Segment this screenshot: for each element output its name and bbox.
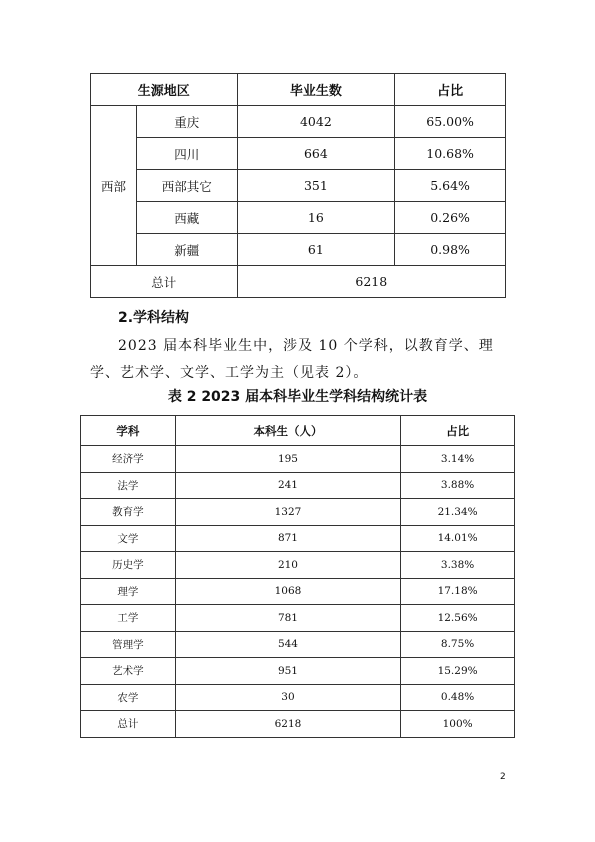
subject-table	[80, 415, 515, 738]
subject-cell: 农学	[81, 684, 176, 711]
count-cell: 351	[237, 170, 395, 202]
header-subject: 学科	[81, 416, 176, 446]
header-count: 毕业生数	[237, 74, 395, 106]
subject-cell: 历史学	[81, 552, 176, 579]
subject-cell: 工学	[81, 605, 176, 632]
count-cell: 951	[175, 658, 400, 685]
count-cell: 1327	[175, 499, 400, 526]
percent-cell: 12.56%	[401, 605, 515, 632]
header-region: 生源地区	[91, 74, 238, 106]
total-label: 总计	[91, 266, 238, 298]
count-cell: 241	[175, 472, 400, 499]
subject-cell: 管理学	[81, 631, 176, 658]
percent-cell: 3.38%	[401, 552, 515, 579]
subject-cell: 教育学	[81, 499, 176, 526]
percent-cell: 100%	[401, 711, 515, 738]
percent-cell: 0.48%	[401, 684, 515, 711]
subject-cell: 理学	[81, 578, 176, 605]
table-row	[81, 605, 515, 632]
table-row	[81, 552, 515, 579]
percent-cell: 10.68%	[395, 138, 506, 170]
percent-cell: 3.14%	[401, 446, 515, 473]
table-row	[81, 446, 515, 473]
table-row	[81, 578, 515, 605]
table-header-row	[81, 416, 515, 446]
count-cell: 210	[175, 552, 400, 579]
area-cell: 西部其它	[136, 170, 237, 202]
percent-cell: 17.18%	[401, 578, 515, 605]
table-row	[91, 170, 506, 202]
subject-cell: 经济学	[81, 446, 176, 473]
count-cell: 544	[175, 631, 400, 658]
table-row	[91, 234, 506, 266]
count-cell: 871	[175, 525, 400, 552]
total-row	[91, 266, 506, 298]
table-row	[81, 631, 515, 658]
area-cell: 重庆	[136, 106, 237, 138]
table-header-row	[91, 74, 506, 106]
count-cell: 61	[237, 234, 395, 266]
table-row	[81, 658, 515, 685]
percent-cell: 14.01%	[401, 525, 515, 552]
subject-cell: 法学	[81, 472, 176, 499]
percent-cell: 15.29%	[401, 658, 515, 685]
subject-cell: 文学	[81, 525, 176, 552]
count-cell: 195	[175, 446, 400, 473]
count-cell: 781	[175, 605, 400, 632]
region-cell: 西部	[91, 106, 137, 266]
count-cell: 664	[237, 138, 395, 170]
total-value: 6218	[237, 266, 505, 298]
table-row	[81, 472, 515, 499]
table-row	[81, 525, 515, 552]
area-cell: 新疆	[136, 234, 237, 266]
header-percent: 占比	[401, 416, 515, 446]
total-row	[81, 711, 515, 738]
table-row	[81, 499, 515, 526]
section-title: 2.学科结构	[118, 310, 190, 326]
percent-cell: 0.26%	[395, 202, 506, 234]
page-number: 2	[500, 772, 506, 782]
table-caption: 表 2 2023 届本科毕业生学科结构统计表	[167, 389, 428, 405]
count-cell: 1068	[175, 578, 400, 605]
table-row	[91, 106, 506, 138]
table-row	[91, 138, 506, 170]
percent-cell: 21.34%	[401, 499, 515, 526]
count-cell: 4042	[237, 106, 395, 138]
area-cell: 四川	[136, 138, 237, 170]
table-row	[91, 202, 506, 234]
count-cell: 16	[237, 202, 395, 234]
body-paragraph: 2023 届本科毕业生中，涉及 10 个学科，以教育学、理学、艺术学、文学、工学为主（见表 2）。	[90, 338, 494, 381]
percent-cell: 65.00%	[395, 106, 506, 138]
table-row	[81, 684, 515, 711]
count-cell: 6218	[175, 711, 400, 738]
region-table	[90, 73, 506, 298]
header-students: 本科生（人）	[175, 416, 400, 446]
area-cell: 西藏	[136, 202, 237, 234]
header-percent: 占比	[395, 74, 506, 106]
percent-cell: 0.98%	[395, 234, 506, 266]
subject-cell: 总计	[81, 711, 176, 738]
subject-cell: 艺术学	[81, 658, 176, 685]
percent-cell: 3.88%	[401, 472, 515, 499]
percent-cell: 5.64%	[395, 170, 506, 202]
count-cell: 30	[175, 684, 400, 711]
percent-cell: 8.75%	[401, 631, 515, 658]
